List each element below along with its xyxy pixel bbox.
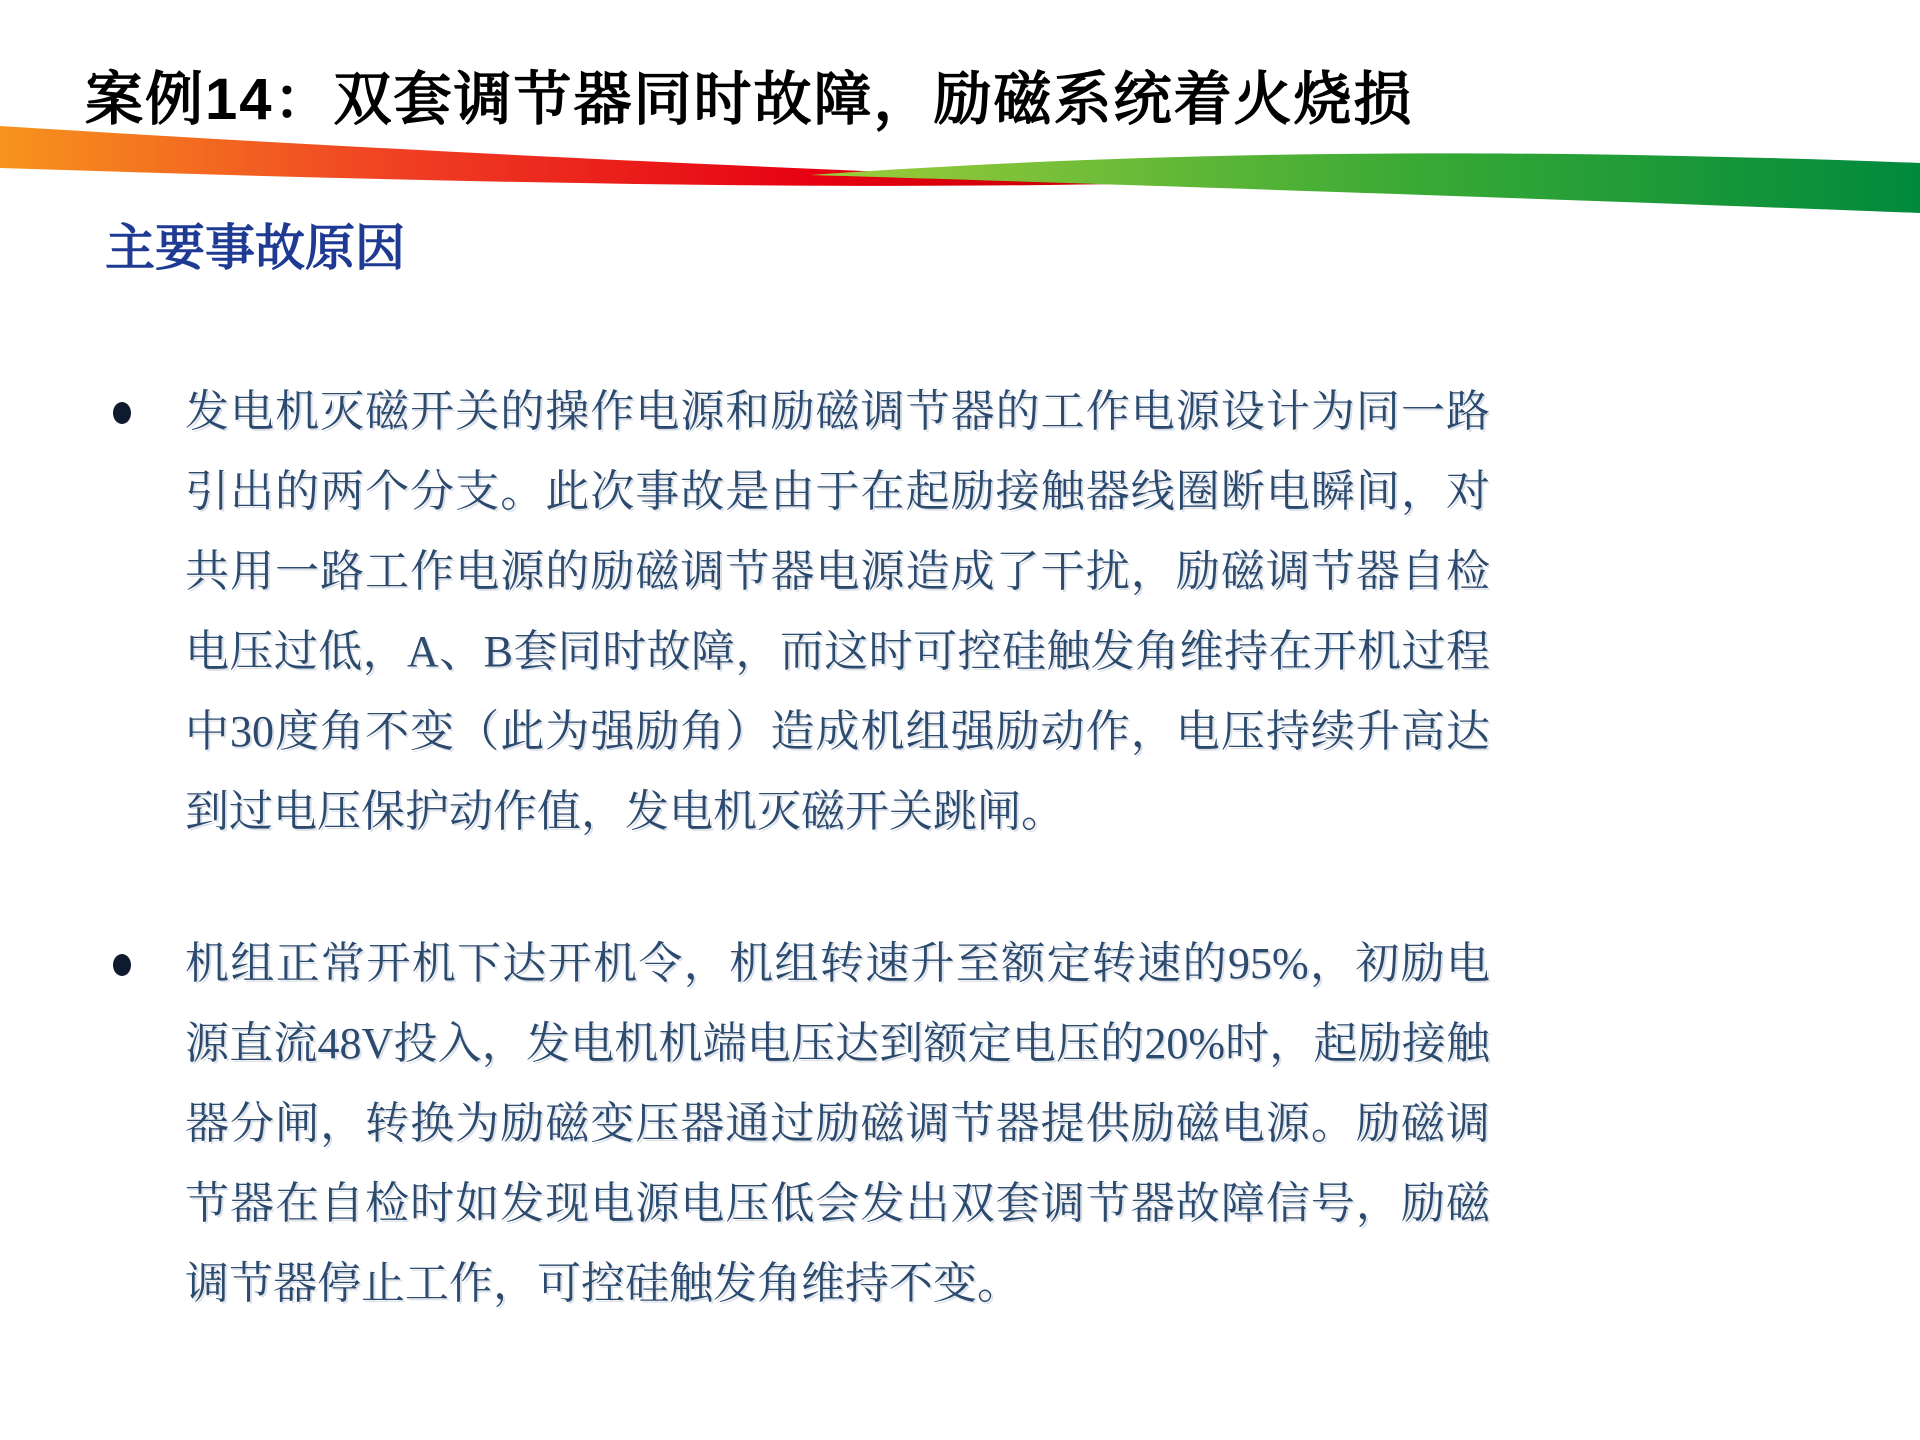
bullet-item-2: [105, 924, 1490, 1324]
ribbon-wave-graphic: [0, 123, 1920, 218]
bullet-list: [105, 372, 1490, 1324]
bullet-dot-icon: [113, 402, 131, 424]
bullet-dot-icon: [113, 954, 131, 976]
section-heading: 主要事故原因: [105, 220, 405, 276]
bullet-text-1: 发电机灭磁开关的操作电源和励磁调节器的工作电源设计为同一路引出的两个分支。此次事故是由于在起励接触器线圈断电瞬间，对共用一路工作电源的励磁调节器电源造成了干扰，励磁调节器自检电压过低，A、B套同时故障，而这时可控硅触发角维持在开机过程中30度角不变（此为强励角）造成机组强励动作，电压持续升高达到过电压保护动作值，发电机灭磁开关跳闸。: [185, 387, 1490, 836]
bullet-item-1: [105, 372, 1490, 852]
slide-title: 案例14：双套调节器同时故障，励磁系统着火烧损: [85, 67, 1414, 132]
bullet-text-2: 机组正常开机下达开机令，机组转速升至额定转速的95%，初励电源直流48V投入，发电机机端电压达到额定电压的20%时，起励接触器分闸，转换为励磁变压器通过励磁调节器提供励磁电源。励磁调节器在自检时如发现电源电压低会发出双套调节器故障信号，励磁调节器停止工作，可控硅触发角维持不变。: [185, 939, 1490, 1308]
